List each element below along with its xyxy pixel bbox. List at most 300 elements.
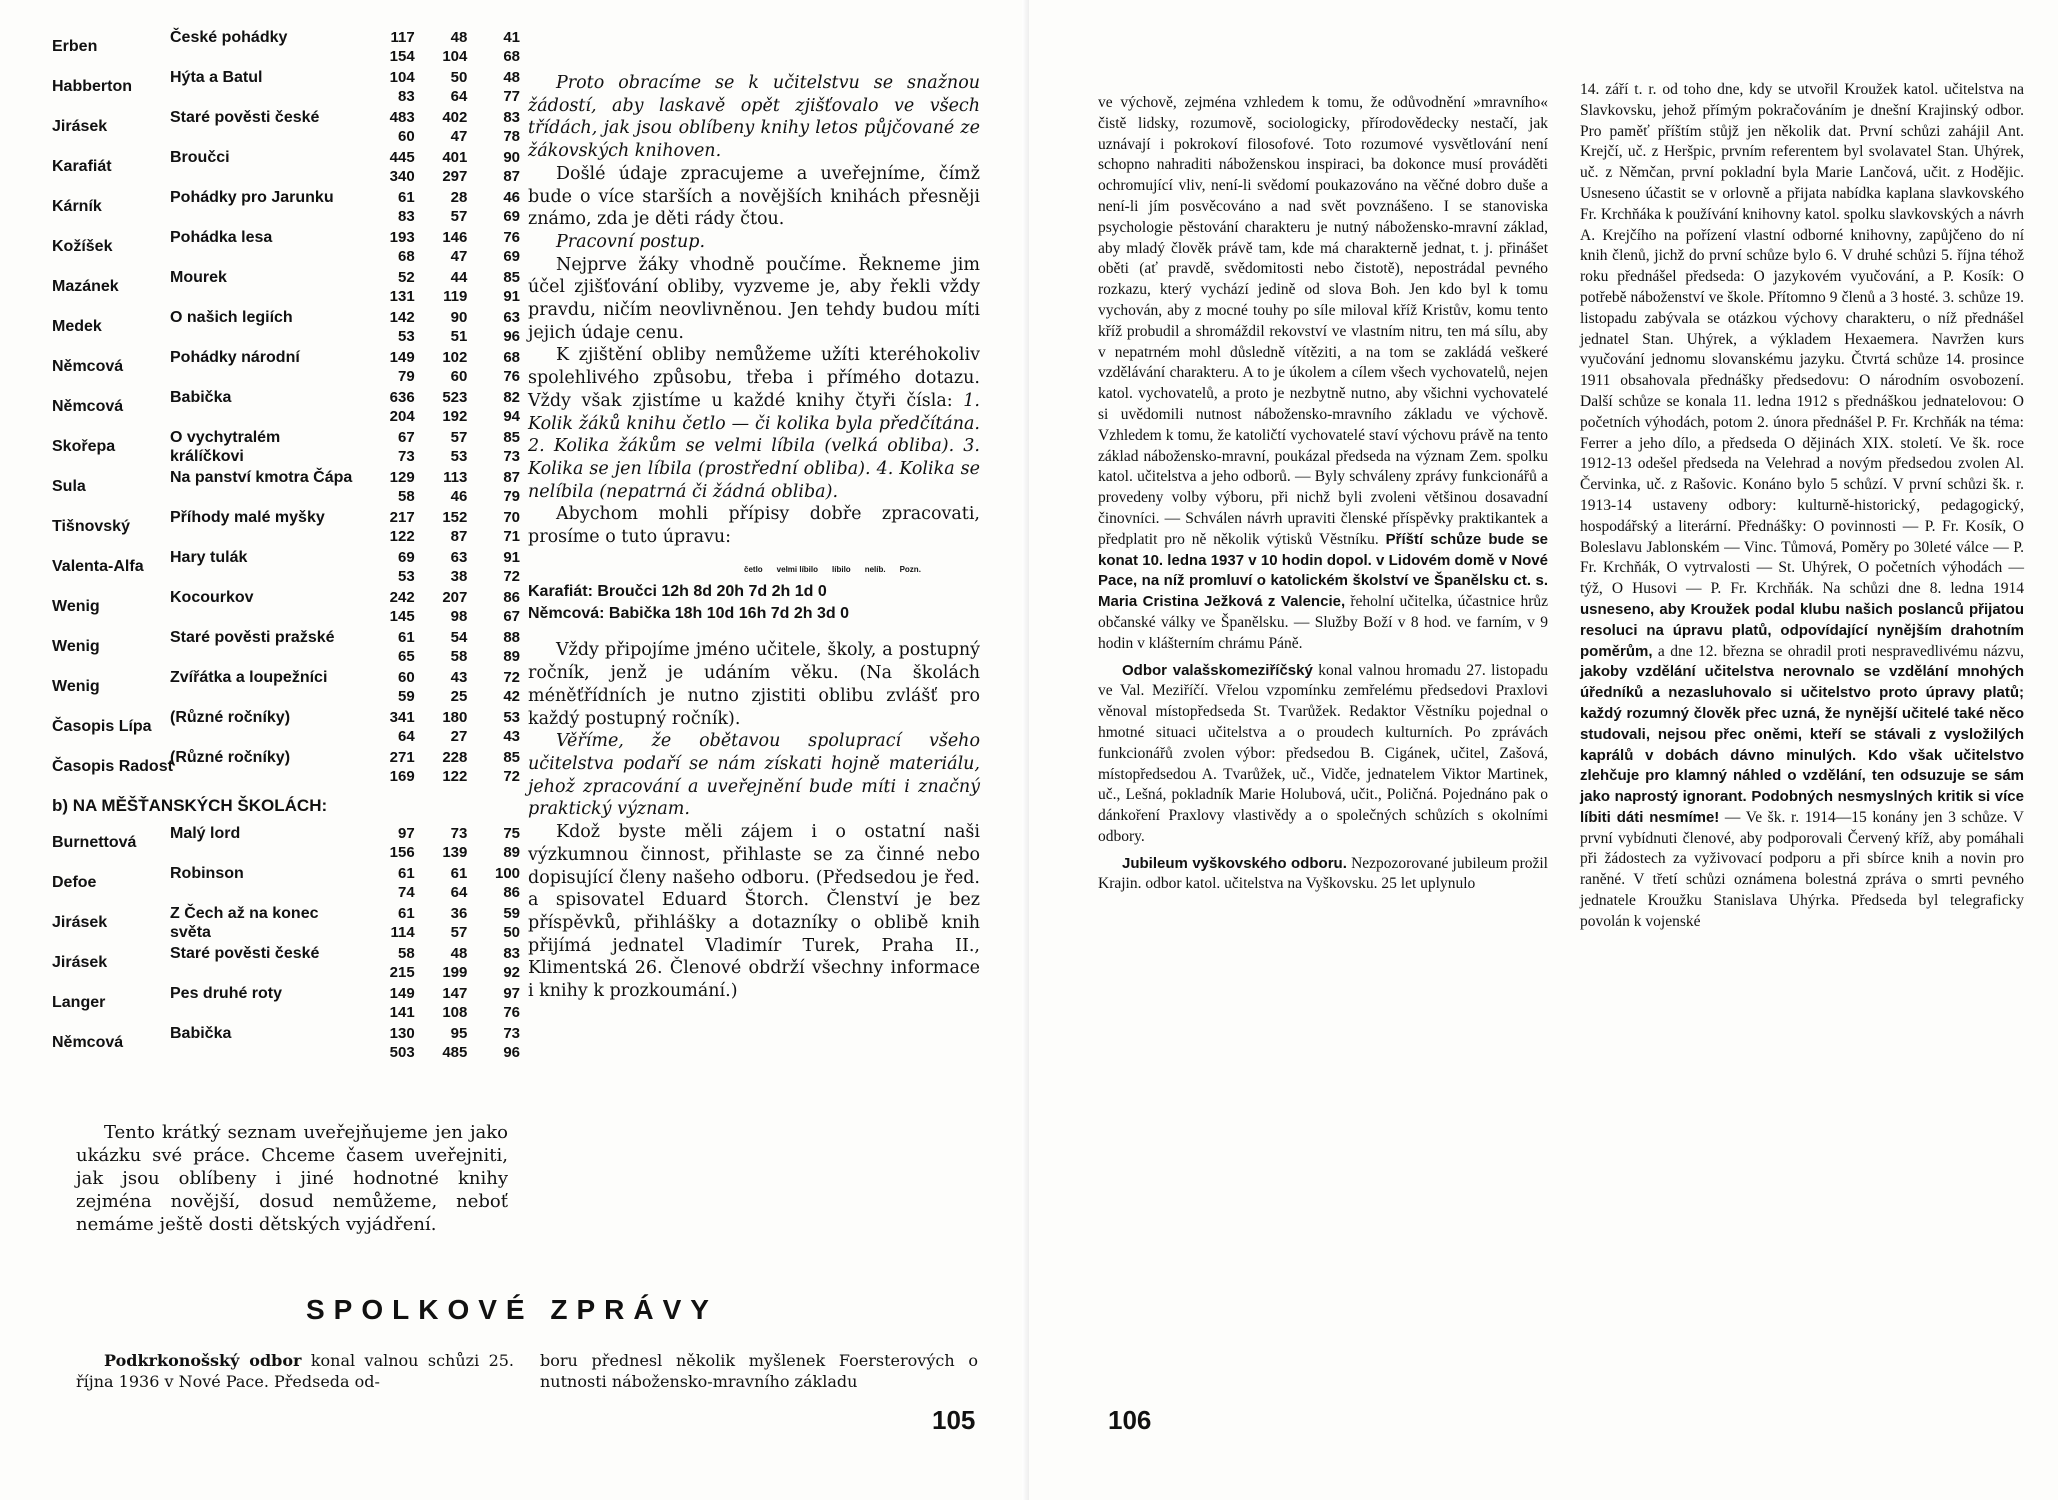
- figure-value: 193: [389, 229, 415, 246]
- book-row: [52, 108, 522, 148]
- book-figures: [362, 668, 520, 706]
- figure-line: [362, 1003, 520, 1022]
- figure-value: 485: [442, 1044, 468, 1061]
- figure-value: 97: [503, 985, 521, 1002]
- figure-value: 61: [397, 189, 415, 206]
- figure-line: [362, 447, 520, 466]
- book-figures: [362, 108, 520, 146]
- figure-value: 94: [503, 408, 521, 425]
- stat-header: velmi líbilo: [776, 564, 819, 574]
- figure-line: [362, 68, 520, 87]
- figure-value: 228: [442, 749, 468, 766]
- report-continuation: [540, 1350, 978, 1392]
- book-figures: [362, 944, 520, 982]
- figure-value: 60: [397, 128, 415, 145]
- figure-line: [362, 108, 520, 127]
- book-title: O našich legiích: [170, 309, 293, 326]
- figure-value: 204: [389, 408, 415, 425]
- figure-value: 91: [503, 288, 521, 305]
- figure-value: 64: [397, 728, 415, 745]
- figure-value: 64: [450, 88, 468, 105]
- book-row: [52, 228, 522, 268]
- figure-value: 73: [503, 1025, 521, 1042]
- figure-value: 97: [397, 825, 415, 842]
- figure-value: 59: [397, 688, 415, 705]
- figure-value: 69: [503, 248, 521, 265]
- figure-line: [362, 268, 520, 287]
- figure-value: 46: [503, 189, 521, 206]
- book-author: Jirásek: [52, 914, 108, 931]
- figure-line: [362, 47, 520, 66]
- figure-line: [362, 508, 520, 527]
- book-title: Babička: [170, 389, 232, 406]
- figure-value: 60: [397, 669, 415, 686]
- figure-line: [362, 308, 520, 327]
- book-title: Hary tulák: [170, 549, 248, 566]
- book-title: Pohádka lesa: [170, 229, 273, 246]
- book-title: Na panství kmotra Čápa: [170, 469, 353, 486]
- figure-value: 83: [397, 88, 415, 105]
- figure-line: [362, 487, 520, 506]
- figure-value: 70: [503, 509, 521, 526]
- book-row: [52, 824, 522, 864]
- figure-value: 43: [450, 669, 468, 686]
- figure-value: 131: [389, 288, 415, 305]
- figure-value: 102: [442, 349, 468, 366]
- stat-row: Němcová: Babička 18h 10d 16h 7d 2h 3d 0: [528, 605, 850, 623]
- figure-value: 73: [450, 825, 468, 842]
- figure-value: 74: [397, 884, 415, 901]
- figure-value: 46: [450, 488, 468, 505]
- figure-value: 402: [442, 109, 468, 126]
- book-figures: [362, 188, 520, 226]
- figure-line: [362, 188, 520, 207]
- figure-value: 215: [389, 964, 415, 981]
- book-figures: [362, 1024, 520, 1062]
- figure-line: [362, 348, 520, 367]
- figure-value: 50: [450, 69, 468, 86]
- figure-line: [362, 824, 520, 843]
- report-start-body: konal valnou schůzi 25. října 1936 v Nové Pace. Předseda od-: [76, 1351, 515, 1391]
- right-column-1: [1098, 93, 1548, 895]
- figure-line: [362, 1024, 520, 1043]
- book-figures: [362, 588, 520, 626]
- figure-line: [362, 628, 520, 647]
- figure-line: [362, 984, 520, 1003]
- figure-value: 78: [503, 128, 521, 145]
- figure-value: 58: [397, 488, 415, 505]
- book-figures: [362, 984, 520, 1022]
- figure-value: 483: [389, 109, 415, 126]
- figure-value: 41: [503, 29, 521, 46]
- figure-value: 96: [503, 1044, 521, 1061]
- book-author: Časopis Lípa: [52, 718, 152, 735]
- intro-text: Tento krátký seznam uveřejňujeme jen jako ukázku své práce. Chceme časem uveřejniti, jak jsou oblíbeny i jiné hodnotné knihy zejména novější, dosud nemůžeme, neboť nemáme ještě dosti dětských vyjádření.: [76, 1122, 508, 1235]
- book-title: Hýta a Batul: [170, 69, 263, 86]
- book-author: Sula: [52, 478, 86, 495]
- book-title: Zvířátka a loupežníci: [170, 669, 328, 686]
- figure-value: 48: [503, 69, 521, 86]
- stat-header: nelíb.: [864, 564, 886, 574]
- figure-value: 79: [397, 368, 415, 385]
- figure-value: 83: [397, 208, 415, 225]
- book-figures: [362, 388, 520, 426]
- figure-line: [362, 588, 520, 607]
- figure-line: [362, 287, 520, 306]
- figure-value: 503: [389, 1044, 415, 1061]
- appeal-paragraph: Proto obracíme se k učitelstvu se snažnou žádostí, aby laskavě opět zjišťovalo ve všech třídách, jak jsou oblíbeny knihy letos půjčované ze žákovských knihoven.: [528, 73, 980, 162]
- page-number-left: 105: [932, 1405, 976, 1435]
- book-author: Wenig: [52, 638, 100, 655]
- book-author: Kožíšek: [52, 238, 113, 255]
- book-title: Robinson: [170, 865, 244, 882]
- book-author: Medek: [52, 318, 102, 335]
- figure-value: 36: [450, 905, 468, 922]
- book-title: Pohádky pro Jarunku: [170, 189, 334, 206]
- figure-value: 207: [442, 589, 468, 606]
- figure-value: 88: [503, 629, 521, 646]
- book-row: [52, 588, 522, 628]
- figure-value: 73: [503, 448, 521, 465]
- figure-line: [362, 327, 520, 346]
- figure-value: 61: [397, 865, 415, 882]
- figure-value: 169: [389, 768, 415, 785]
- book-title: Broučci: [170, 149, 230, 166]
- figure-value: 180: [442, 709, 468, 726]
- figure-value: 60: [450, 368, 468, 385]
- figure-value: 86: [503, 589, 521, 606]
- book-row: [52, 388, 522, 428]
- book-row: [52, 1024, 522, 1064]
- subheading-procedure: Pracovní postup.: [556, 231, 706, 252]
- figure-value: 242: [389, 589, 415, 606]
- figure-line: [362, 468, 520, 487]
- figure-value: 340: [389, 168, 415, 185]
- book-row: [52, 188, 522, 228]
- figure-value: 77: [503, 88, 521, 105]
- teacher-info-paragraph: Vždy připojíme jméno učitele, školy, a postupný ročník, jenž je udáním věku. (Na školách méněťřídních je nutno zjistiti oblibu zvlášť pro každý postupný ročník).: [528, 640, 980, 729]
- book-row: [52, 748, 522, 788]
- figure-line: [362, 167, 520, 186]
- book-title: (Různé ročníky): [170, 749, 291, 766]
- book-author: Jirásek: [52, 954, 108, 971]
- figure-value: 38: [450, 568, 468, 585]
- report-body: ve výchově, zejména vzhledem k tomu, že odůvodnění »mravního« čistě lidsky, rozumově, sociologicky, přírodovědecky nestačí, jak uznávají i pokrokoví filosofové. Toto rozumové vysvětlování není schopno nahraditi náboženskou inspiraci, ba dokonce musí prováděti ochromující vliv, není-li svědomí poukazováno na věčné dobro duše a není-li jím posvěcováno a nad svět povznášeno. I se stanoviska psychologie pěstování charakteru je nutný nábožensko-mravní základ, aby mladý člověk právě tam, kde má charakterně jednat, t. j. přinášet oběti (ať pravdě, svědomitosti nebo čistotě), nepostrádal pevného rozkazu, který vychází jedině od slova Boh. Jen kdo byl k tomu vychován, aby z mocné touhy po síle miloval kříž Kristův, komu tento kříž probudil a shromáždil rekovství ve vlastním nitru, ten má sílu, aby v nepatrném mohl důsledně vítěziti, a na tom se zakládá veškeré vzdělávání charakteru. A to je úkolem a cílem všech vychovatelů, nejen katol. vychovatelů, a proto je nezbytně nutno, aby všichni vychovatelé si uvědomili nutnost nábožensko-mravního základu ve výchově. Vzhledem k tomu, že katoličtí vychovatelé staví výchovu právě na tento základ nábožensko-mravní, poukázal předseda na význam Zem. spolku katol. učitelstva a jeho odborů. — Byly schváleny zprávy funkcionářů a provedeny volby výboru, při nichž byli zvoleni většinou dosavadní činovníci. — Schválen návrh upraviti členské příspěvky praktikantek a předplatit pro ně několik výtisků Věstníku.: [1098, 94, 1548, 548]
- figure-value: 149: [389, 985, 415, 1002]
- figure-line: [362, 647, 520, 666]
- valassko-branch-name: Odbor valašskomeziříčský: [1122, 661, 1313, 679]
- figure-line: [362, 388, 520, 407]
- figure-value: 192: [442, 408, 468, 425]
- figure-value: 48: [450, 29, 468, 46]
- book-author: Němcová: [52, 1034, 124, 1051]
- figure-line: [362, 28, 520, 47]
- book-table: [52, 28, 522, 1064]
- figure-value: 57: [450, 429, 468, 446]
- book-author: Habberton: [52, 78, 132, 95]
- figure-value: 67: [503, 608, 521, 625]
- figure-value: 104: [389, 69, 415, 86]
- figure-value: 68: [397, 248, 415, 265]
- figure-value: 122: [442, 768, 468, 785]
- figure-value: 104: [442, 48, 468, 65]
- figure-value: 75: [503, 825, 521, 842]
- page-number-right: 106: [1108, 1405, 1152, 1435]
- figure-line: [362, 567, 520, 586]
- book-row: [52, 548, 522, 588]
- right-page: [1029, 0, 2058, 1500]
- resolution-text: usneseno, aby Kroužek podal klubu našich poslanců přijatou resoluci na úpravu platů, odpovídající nynějším drahotním poměrům,: [1580, 600, 2024, 660]
- figure-value: 48: [450, 945, 468, 962]
- book-title: Staré pověsti české: [170, 109, 320, 126]
- left-column-2: [528, 72, 980, 1003]
- figure-line: [362, 127, 520, 146]
- figure-line: [362, 668, 520, 687]
- book-row: [52, 28, 522, 68]
- figure-line: [362, 148, 520, 167]
- figure-value: 139: [442, 844, 468, 861]
- figure-value: 64: [450, 884, 468, 901]
- method-text: K zjištění obliby nemůžeme užíti kteréhokoliv spolehlivého způsobu, třeba i přímého dotazu. Vždy však zjistíme u každé knihy čtyři čísla:: [528, 345, 980, 411]
- figure-value: 271: [389, 749, 415, 766]
- figure-value: 91: [503, 549, 521, 566]
- book-figures: [362, 148, 520, 186]
- figure-value: 154: [389, 48, 415, 65]
- book-row: [52, 428, 522, 468]
- figure-value: 72: [503, 768, 521, 785]
- book-figures: [362, 864, 520, 902]
- book-figures: [362, 68, 520, 106]
- figure-value: 636: [389, 389, 415, 406]
- figure-value: 53: [397, 568, 415, 585]
- figure-value: 44: [450, 269, 468, 286]
- book-author: Wenig: [52, 678, 100, 695]
- figure-value: 50: [503, 924, 521, 941]
- book-title: České pohádky: [170, 29, 288, 46]
- book-row: [52, 348, 522, 388]
- figure-value: 54: [450, 629, 468, 646]
- section-heading: b) NA MĚŠŤANSKÝCH ŠKOLÁCH:: [52, 796, 328, 815]
- book-title: Pohádky národní: [170, 349, 300, 366]
- figure-value: 47: [450, 248, 468, 265]
- figure-value: 95: [450, 1025, 468, 1042]
- protest-text: a dne 12. března se ohradil proti nespravedlivému názvu,: [1652, 642, 2024, 660]
- figure-line: [362, 748, 520, 767]
- book-row: [52, 628, 522, 668]
- next-meeting-tail: řeholní učitelka, účastnice hrůz občanské války ve Španělsku. — Služby Boží v 8 hod. ve farním, v 9 hodin v klášterním chrámu Páně.: [1098, 593, 1548, 652]
- figure-value: 57: [450, 208, 468, 225]
- intro-paragraph: [76, 1121, 508, 1236]
- book-author: Němcová: [52, 358, 124, 375]
- figure-line: [362, 904, 520, 923]
- figure-value: 63: [450, 549, 468, 566]
- figure-value: 85: [503, 269, 521, 286]
- method-numbers: 1. Kolik žáků knihu četlo — či kolika byla předčítána. 2. Kolika žákům se velmi líbila (velká obliba). 3. Kolika se jen líbila (prostřední obliba). 4. Kolika se nelíbila (nepatrná či žádná obliba).: [528, 390, 980, 502]
- book-author: Defoe: [52, 874, 97, 891]
- book-title: Příhody malé myšky: [170, 509, 325, 526]
- figure-value: 68: [503, 349, 521, 366]
- figure-value: 42: [503, 688, 521, 705]
- figure-line: [362, 944, 520, 963]
- figure-value: 76: [503, 229, 521, 246]
- report-start-text: [76, 1350, 514, 1392]
- figure-line: [362, 247, 520, 266]
- instructions-paragraph: Nejprve žáky vhodně poučíme. Řekneme jim účel zjišťování obliby, vyzveme je, aby řekli vždy pravdu, ničím neovlivněnou. Jen tehdy budou míti jejich údaje cenu.: [528, 254, 980, 343]
- figure-value: 96: [503, 328, 521, 345]
- figure-line: [362, 727, 520, 746]
- figure-value: 87: [503, 469, 521, 486]
- figure-line: [362, 963, 520, 982]
- book-figures: [362, 348, 520, 386]
- book-figures: [362, 748, 520, 786]
- section-title: SPOLKOVÉ ZPRÁVY: [306, 1294, 718, 1325]
- book-row: [52, 68, 522, 108]
- book-figures: [362, 628, 520, 666]
- book-row: [52, 904, 522, 944]
- figure-value: 72: [503, 669, 521, 686]
- figure-value: 141: [389, 1004, 415, 1021]
- book-author: Skořepa: [52, 438, 116, 455]
- stat-header: Pozn.: [899, 564, 921, 574]
- next-meeting-notice: Příští schůze bude se konat 10. ledna 1937 v 10 hodin dopol. v Lidovém domě v Nové Pace, na níž promluví o katolickém školství ve Španělsku ct. s. Maria Cristina Ježková z Valencie,: [1098, 530, 1548, 611]
- figure-value: 130: [389, 1025, 415, 1042]
- book-row: [52, 708, 522, 748]
- figure-value: 25: [450, 688, 468, 705]
- figure-value: 82: [503, 389, 521, 406]
- figure-line: [362, 883, 520, 902]
- book-author: Tišnovský: [52, 518, 130, 535]
- figure-value: 90: [450, 309, 468, 326]
- figure-value: 156: [389, 844, 415, 861]
- figure-value: 28: [450, 189, 468, 206]
- report-paragraph: [1098, 93, 1548, 655]
- processing-paragraph: Došlé údaje zpracujeme a uveřejníme, čímž bude o více starších a novějších knihách přesněji známo, zda je děti rády čtou.: [528, 163, 980, 230]
- figure-line: [362, 367, 520, 386]
- figure-value: 113: [443, 469, 468, 486]
- book-figures: [362, 468, 520, 506]
- history-paragraph: [1580, 80, 2024, 933]
- figure-value: 100: [494, 865, 521, 882]
- figure-value: 53: [397, 328, 415, 345]
- book-author: Kárník: [52, 198, 102, 215]
- book-author: Langer: [52, 994, 106, 1011]
- figure-value: 297: [442, 168, 468, 185]
- jubilee-paragraph: [1098, 854, 1548, 896]
- figure-value: 89: [503, 648, 521, 665]
- book-title: Babička: [170, 1025, 232, 1042]
- figure-value: 79: [503, 488, 521, 505]
- figure-value: 108: [442, 1004, 468, 1021]
- figure-value: 90: [503, 149, 521, 166]
- book-title: Kocourkov: [170, 589, 254, 606]
- figure-value: 65: [397, 648, 415, 665]
- figure-value: 152: [442, 509, 468, 526]
- membership-paragraph: Kdož byste měli zájem i o ostatní naši výzkumnou činnost, přihlaste se za činné nebo dopisující členy našeho odboru. (Předsedou je řed. a spisovatel Eduard Štorch. Členství je bez příspěvků, přihlášky a dotazníky o oblibě knih přijímá jednatel Vladimír Turek, Praha II., Klimentská 26. Členové obdrží všechny informace i knihy k prozkoumání.): [528, 822, 980, 1002]
- belief-paragraph: Věříme, že obětavou spoluprací všeho učitelstva podaří se nám získati hojně materiálu, jehož zpracování a uveřejnění bude míti i značný praktický význam.: [528, 731, 980, 820]
- book-author: Valenta-Alfa: [52, 558, 144, 575]
- book-figures: [362, 428, 520, 466]
- book-figures: [362, 824, 520, 862]
- book-title: Pes druhé roty: [170, 985, 283, 1002]
- figure-value: 69: [503, 208, 521, 225]
- stat-header: líbilo: [832, 564, 851, 574]
- stat-header: četlo: [744, 564, 763, 574]
- figure-value: 53: [503, 709, 521, 726]
- figure-value: 59: [503, 905, 521, 922]
- figure-value: 67: [397, 429, 415, 446]
- figure-value: 145: [389, 608, 415, 625]
- figure-value: 61: [450, 865, 468, 882]
- figure-value: 27: [450, 728, 468, 745]
- book-row: [52, 668, 522, 708]
- figure-value: 83: [503, 945, 521, 962]
- figure-value: 76: [503, 1004, 521, 1021]
- figure-value: 63: [503, 309, 521, 326]
- figure-value: 85: [503, 429, 521, 446]
- book-row: [52, 508, 522, 548]
- figure-line: [362, 864, 520, 883]
- figure-value: 73: [397, 448, 415, 465]
- figure-line: [362, 548, 520, 567]
- book-figures: [362, 708, 520, 746]
- report-branch-name: Podkrkonošský odbor: [104, 1351, 302, 1370]
- book-row: [52, 984, 522, 1024]
- figure-value: 58: [397, 945, 415, 962]
- example-statistics: [528, 559, 980, 626]
- figure-value: 119: [443, 288, 468, 305]
- figure-value: 83: [503, 109, 521, 126]
- book-author: Němcová: [52, 398, 124, 415]
- method-paragraph: [528, 344, 980, 503]
- valassko-body: konal valnou hromadu 27. listopadu ve Val. Meziříčí. Vřelou vzpomínku zemřelému předsedovi Praxlovi věnoval místopředseda St. Tvarůžek. Redaktor Věstníku pojednal o hmotné situaci učitelstva a o proudech kulturních. Po zprávách funkcionářů zvolen výbor: předsedou B. Cigánek, učitel, Zašová, místopředsedou A. Tvarůžek, uč., Vidče, jednatelem Viktor Martinek, uč., Lešná, pokladník Marie Holubová, učit., Poličná. Pojednáno pak o dánkoření Praxlovy vlastivědy a o společných schůzích s okolními odbory.: [1098, 661, 1548, 845]
- figure-value: 147: [442, 985, 468, 1002]
- figure-line: [362, 428, 520, 447]
- figure-value: 142: [389, 309, 415, 326]
- figure-value: 149: [389, 349, 415, 366]
- figure-value: 85: [503, 749, 521, 766]
- figure-value: 53: [450, 448, 468, 465]
- book-author: Erben: [52, 38, 98, 55]
- figure-line: [362, 687, 520, 706]
- figure-value: 117: [390, 29, 415, 46]
- book-title: O vychytralém králíčkovi: [170, 429, 281, 465]
- figure-value: 114: [390, 924, 415, 941]
- figure-value: 68: [503, 48, 521, 65]
- figure-value: 217: [389, 509, 415, 526]
- figure-line: [362, 87, 520, 106]
- figure-line: [362, 708, 520, 727]
- book-author: Wenig: [52, 598, 100, 615]
- book-figures: [362, 904, 520, 942]
- book-author: Jirásek: [52, 118, 108, 135]
- book-figures: [362, 268, 520, 306]
- figure-value: 87: [503, 168, 521, 185]
- stat-row: Karafiát: Broučci 12h 8d 20h 7d 2h 1d 0: [528, 583, 827, 601]
- figure-value: 61: [397, 629, 415, 646]
- book-title: Staré pověsti pražské: [170, 629, 335, 646]
- figure-value: 129: [389, 469, 415, 486]
- figure-value: 52: [397, 269, 415, 286]
- figure-value: 146: [442, 229, 468, 246]
- book-figures: [362, 308, 520, 346]
- figure-value: 58: [450, 648, 468, 665]
- figure-line: [362, 407, 520, 426]
- stat-headers: [528, 559, 980, 582]
- report-start: [76, 1350, 514, 1392]
- figure-value: 57: [450, 924, 468, 941]
- figure-value: 47: [450, 128, 468, 145]
- figure-value: 92: [503, 964, 521, 981]
